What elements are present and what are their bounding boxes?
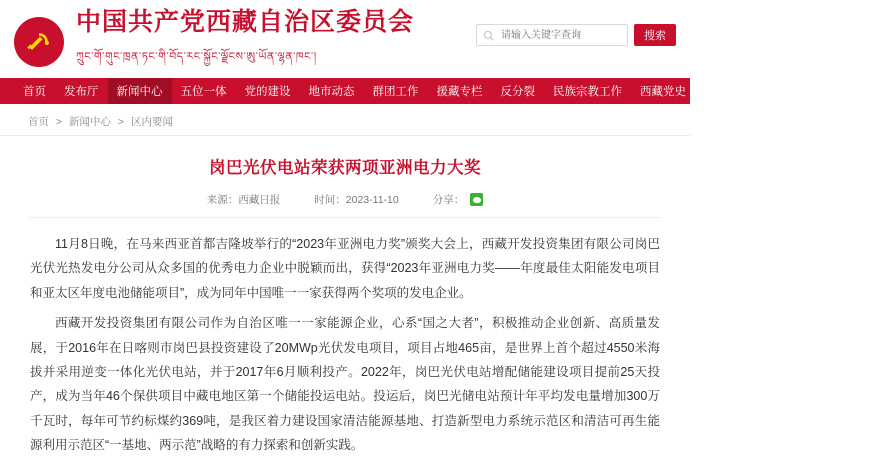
wechat-icon[interactable] [470, 193, 483, 206]
search-area [476, 24, 676, 46]
nav-item-0[interactable]: 首页 [23, 86, 46, 98]
article-source [207, 192, 281, 207]
breadcrumb [28, 114, 676, 129]
nav-item-4[interactable]: 党的建设 [244, 86, 291, 98]
breadcrumb-item-1[interactable]: 新闻中心 [68, 116, 111, 128]
nav-item-6[interactable]: 群团工作 [372, 86, 419, 98]
search-input[interactable] [499, 29, 621, 42]
time-value: 2023-11-10 [345, 194, 399, 206]
nav-item-1[interactable]: 发布厅 [64, 86, 99, 98]
article-meta [30, 192, 660, 218]
time-label: 时间： [314, 194, 346, 206]
search-icon [483, 30, 494, 41]
nav-item-3[interactable]: 五位一体 [180, 86, 227, 98]
source-value: 西藏日报 [238, 194, 281, 206]
nav-item-12[interactable]: 资料库 [768, 86, 803, 98]
site-title: 中国共产党西藏自治区委员会 [76, 8, 415, 37]
page-title: 岗巴光伏电站荣获两项亚洲电力大奖 [209, 159, 481, 177]
article-paragraph-1: 西藏开发投资集团有限公司作为自治区唯一一家能源企业，心系“国之大者”，积极推动企业创新、高质量发展，于2016年在日喀则市岗巴县投资建设了20MWp光伏发电项目，项目占地465亩，是世界上首个超过4550米海拔并采用逆变一体化光伏电站，并于2017年6月顺利投产。2022年，岗巴光伏电站增配储能建设项目提前25天投产，成为当年46个保供项目中藏电地区第一个储能投运电站。投运后，岗巴光储电站预计年平均发电量增加300万千瓦时，每年可节约标煤约369吨，是我区着力建设国家清洁能源基地、打造新型电力系统示范区和清洁可再生能源利用示范区“一基地、两示范”战略的有力探索和创新实践。 [30, 316, 660, 452]
nav-item-13[interactable]: 党报党刊 [820, 86, 867, 98]
site-title-block [76, 9, 414, 75]
breadcrumb-item-0[interactable]: 首页 [28, 116, 49, 128]
search-box[interactable] [476, 24, 628, 46]
breadcrumb-separator: > [55, 116, 63, 128]
main-nav [0, 78, 867, 104]
article-body [30, 232, 660, 457]
breadcrumb-separator: > [117, 116, 125, 128]
nav-item-8[interactable]: 反分裂 [500, 86, 535, 98]
nav-item-10[interactable]: 西藏党史 [640, 86, 686, 98]
article [0, 154, 690, 457]
nav-item-7[interactable]: 援藏专栏 [436, 86, 483, 98]
share-label: 分享： [432, 194, 465, 206]
article-time [314, 192, 398, 207]
article-paragraph-0: 11月8日晚，在马来西亚首都吉隆坡举行的“2023年亚洲电力奖”颁奖大会上，西藏开发投资集团有限公司岗巴光伏光热发电分公司从众多国的优秀电力企业中脱颖而出，获得“2023年亚洲电力奖——年度最佳太阳能发电项目和亚太区年度电池储能项目”，成为同年中国唯一一家获得两个奖项的发电企业。 [30, 237, 660, 300]
article-share [433, 192, 484, 207]
nav-item-11[interactable]: 视频中心 [704, 86, 750, 98]
nav-item-5[interactable]: 地市动态 [308, 86, 355, 98]
breadcrumb-item-2[interactable]: 区内要闻 [130, 116, 173, 128]
site-header [0, 0, 690, 78]
source-label: 来源： [206, 194, 239, 206]
hammer-sickle-icon [14, 15, 68, 69]
nav-item-9[interactable]: 民族宗教工作 [553, 86, 622, 98]
site-title-tibetan: ཀྲུང་གོ་གུང་ཁྲན་ཏང་གི་བོད་རང་སྐྱོང་ལྗོངས་ཨུ་ཡོན་ལྷན་ཁང་། [76, 50, 317, 63]
nav-item-2[interactable]: 新闻中心 [108, 78, 172, 104]
breadcrumb-bar [0, 104, 690, 136]
search-button[interactable]: 搜索 [634, 24, 676, 46]
